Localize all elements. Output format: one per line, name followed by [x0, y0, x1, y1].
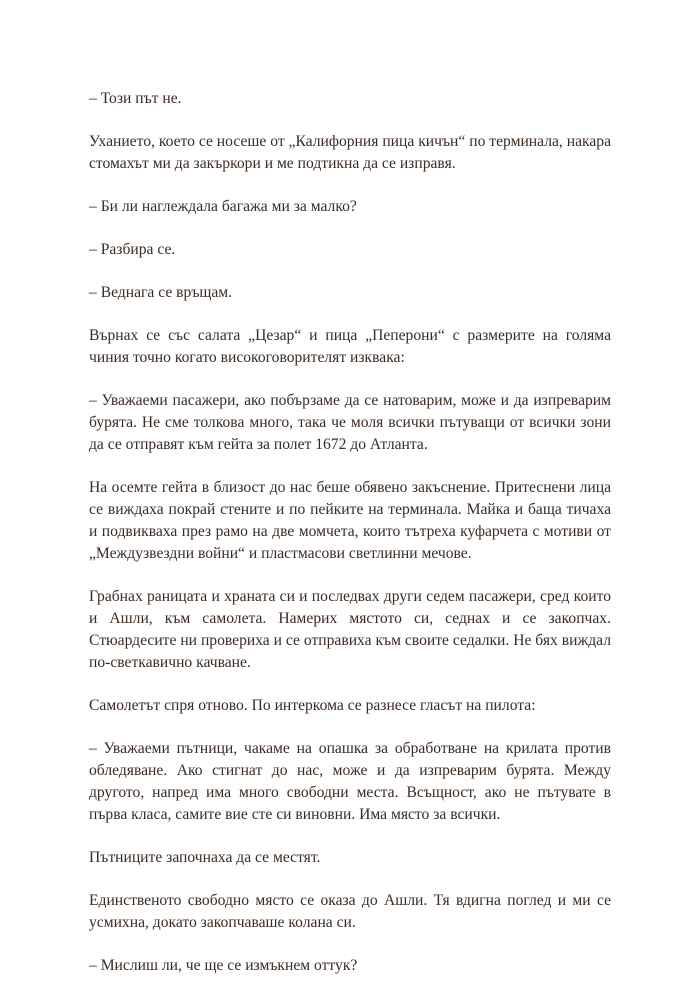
paragraph: Върнах се със салата „Цезар“ и пица „Пеперони“ с размерите на голяма чиния точно когато високоговорителят изквака: [89, 327, 611, 366]
paragraph: Пътниците започнаха да се местят. [89, 849, 321, 866]
document-body [89, 88, 611, 998]
paragraph: – Уважаеми пасажери, ако побързаме да се натоварим, може и да изпреварим бурята. Не сме толкова много, така че моля всички пътуващи от всички зони да се отправят към гейта за полет 1672 до Атланта. [89, 392, 611, 453]
paragraph: Единственото свободно място се оказа до Ашли. Тя вдигна поглед и ми се усмихна, докато закопчаваше колана си. [89, 892, 611, 931]
paragraph: – Този път не. [89, 90, 182, 107]
paragraph: Уханието, което се носеше от „Калифорния пица кичън“ по терминала, накара стомахът ми да закъркори и ме подтикна да се изправя. [89, 133, 611, 172]
paragraph: Самолетът спря отново. По интеркома се разнесе гласът на пилота: [89, 697, 536, 714]
paragraph: На осемте гейта в близост до нас беше обявено закъснение. Притеснени лица се виждаха покрай стените и по пейките на терминала. Майка и баща тичаха и подвикваха през рамо на две момчета, които тътреха куфарчета с мотиви от „Междузвездни войни“ и пластмасови светлинни мечове. [89, 479, 611, 562]
paragraph: – Мислиш ли, че ще се измъкнем оттук? [89, 957, 358, 974]
paragraph: – Би ли наглеждала багажа ми за малко? [89, 198, 357, 215]
paragraph: – Разбира се. [89, 241, 176, 258]
paragraph: – Уважаеми пътници, чакаме на опашка за обработване на крилата против обледяване. Ако стигнат до нас, може и да изпреварим бурята. Между другото, напред има много свободни места. Всъщност, ако не пътувате в първа класа, самите вие сте си виновни. Има място за всички. [89, 740, 611, 823]
paragraph: – Веднага се връщам. [89, 284, 233, 301]
paragraph: Грабнах раницата и храната си и последвах други седем пасажери, сред които и Ашли, към самолета. Намерих мястото си, седнах и се закопчах. Стюардесите ни провериха и се отправиха към своите седалки. Не бях виждал по-светкавично качване. [89, 588, 611, 671]
